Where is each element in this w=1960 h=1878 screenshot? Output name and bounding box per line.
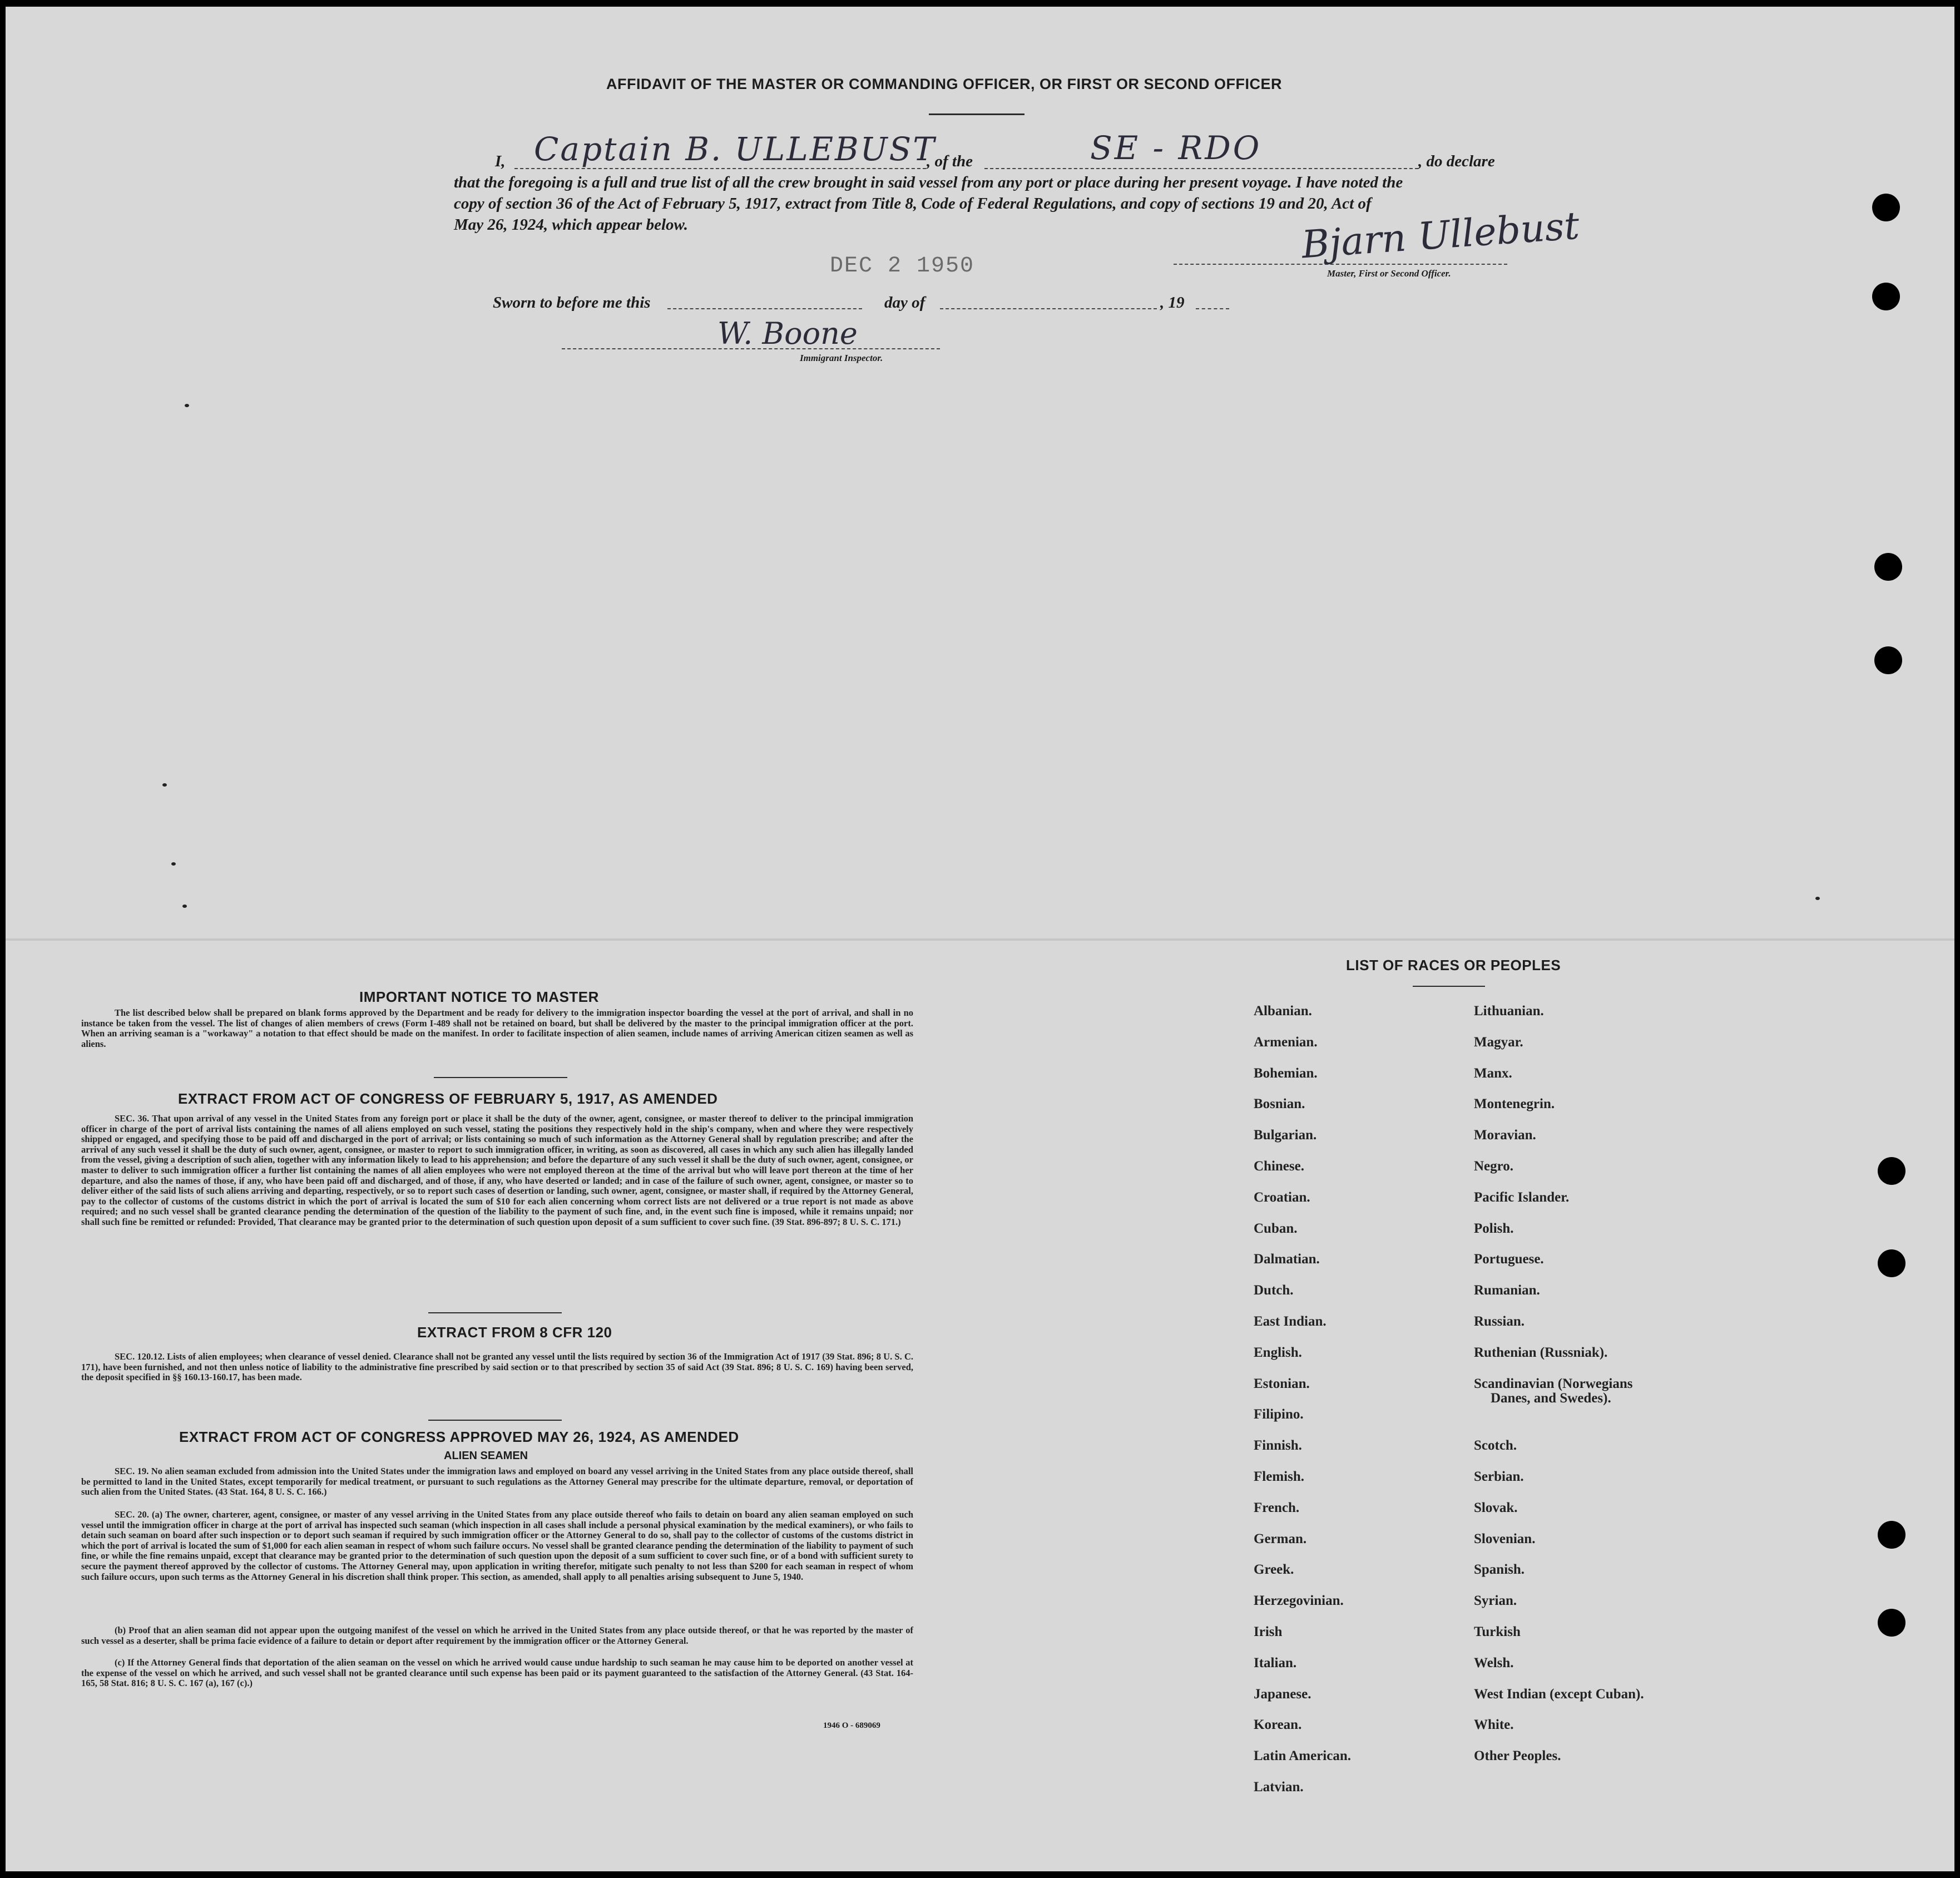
master-signature: Bjarn Ullebust [1300,204,1581,268]
punch-hole [1878,1249,1905,1277]
race-item: Estonian. [1254,1376,1310,1391]
extract-cfr-body: SEC. 120.12. Lists of alien employees; when clearance of vessel denied. Clearance shall not be granted any vessel until the lists required by section 36 of the Immigration Act of 1917 (39 Stat. 896; 8 U. S. C. 171), have been furnished, and not then unless notice of liability to the administrative fine prescribed by said section or to that prescribed by section 35 of said Act (39 Stat. 896; 8 U. S. C. 169) having been served, the deposit specified in §§ 160.13-160.17, has been made. [81,1351,913,1383]
race-item: Spanish. [1474,1562,1525,1578]
race-item: Scandinavian (Norwegians [1474,1376,1633,1391]
race-item: East Indian. [1254,1314,1327,1329]
race-item: Herzegovinian. [1254,1593,1344,1609]
print-code: 1946 O - 689069 [823,1721,880,1730]
extract-1917-title: EXTRACT FROM ACT OF CONGRESS OF FEBRUARY 5, 1917, AS AMENDED [178,1090,718,1107]
notice-rule [434,1077,567,1078]
inspector-signature: W. Boone [717,316,858,351]
race-item: Montenegrin. [1474,1096,1555,1112]
sec-20a-body: SEC. 20. (a) The owner, charterer, agent, consignee, or master of any vessel arriving in the United States from any place outside thereof who fails to detain on board any alien seaman employed on such vessel until the immigration officer in charge at the port of arrival has inspected such seaman (which inspection in all cases shall include a personal physical examination by the medical examiners), or who fails to detain such seaman on board after such inspection or to deport such seaman if required by such immigration officer or the Attorney General to do so, shall pay to the collector of customs of the customs district in which the port of arrival is located the sum of $1,000 for each alien seaman in respect of whom such failure occurs. No vessel shall be granted clearance pending the determination of the liability to payment of such fine, or while the fine remains unpaid, except that clearance may be granted prior to the determination of such question upon the deposit of a sum sufficient to cover such fine, or of a bond with sufficient surety to secure the payment thereof approved by the collector of customs. The Attorney General may, upon application in writing therefor, mitigate such penalty to not less than $200 for each seaman in respect of whom such failure occurs, upon such terms as the Attorney General in his discretion shall think proper. This section, as amended, shall apply to all penalties arising subsequent to June 5, 1940. [81,1509,913,1582]
race-item: Dalmatian. [1254,1252,1320,1267]
extract-cfr-title: EXTRACT FROM 8 CFR 120 [417,1324,612,1341]
race-item: Bulgarian. [1254,1128,1317,1143]
race-item: Pacific Islander. [1474,1189,1570,1205]
punch-hole [1874,646,1902,674]
date-received-stamp: DEC 2 1950 [830,254,975,279]
race-item: Irish [1254,1624,1283,1639]
race-item: Croatian. [1254,1189,1310,1205]
punch-hole [1872,283,1900,310]
race-item: German. [1254,1531,1307,1546]
race-item: Finnish. [1254,1438,1302,1454]
speck [162,783,167,787]
race-item: Slovenian. [1474,1531,1536,1546]
race-item: Albanian. [1254,1004,1312,1019]
race-item: Armenian. [1254,1034,1318,1050]
vessel-line [984,168,1418,169]
race-item: Greek. [1254,1562,1294,1578]
sworn-year-line [1196,308,1229,309]
race-item: Filipino. [1254,1407,1304,1422]
race-item: Polish. [1474,1220,1514,1236]
speck [185,404,189,407]
race-item: Bohemian. [1254,1065,1318,1081]
punch-hole [1872,194,1900,221]
race-item: Latin American. [1254,1748,1351,1764]
races-title: LIST OF RACES OR PEOPLES [1346,957,1561,973]
punch-hole [1878,1157,1905,1185]
race-item: Manx. [1474,1065,1512,1081]
race-item: Japanese. [1254,1686,1311,1702]
race-item: Lithuanian. [1474,1004,1544,1019]
alien-seamen-subtitle: ALIEN SEAMEN [444,1450,528,1462]
race-item: Serbian. [1474,1469,1524,1484]
race-item: Rumanian. [1474,1283,1540,1298]
race-item: Welsh. [1474,1655,1514,1671]
race-item: Negro. [1474,1159,1514,1174]
do-declare-label: , do declare [1418,152,1495,170]
affidavit-line-2: that the foregoing is a full and true list of all the crew brought in said vessel from any port or place during her present voyage. I have noted the [454,174,1403,191]
vessel-name-handwritten: SE - RDO [1090,129,1262,167]
master-caption: Master, First or Second Officer. [1327,268,1451,279]
extract-1924-title: EXTRACT FROM ACT OF CONGRESS APPROVED MAY 26, 1924, AS AMENDED [179,1429,739,1445]
punch-hole [1878,1609,1905,1637]
race-item: Turkish [1474,1624,1521,1639]
affidavit-line-3: copy of section 36 of the Act of February 5, 1917, extract from Title 8, Code of Federal Regulations, and copy of sections 19 and 20, Act of [454,195,1372,212]
affidavit-i-label: I, [495,152,506,170]
document-page [6,7,1954,1871]
race-item: Chinese. [1254,1159,1304,1174]
punch-hole [1878,1521,1905,1549]
race-item: Portuguese. [1474,1252,1544,1267]
race-item: Danes, and Swedes). [1491,1390,1611,1406]
race-item: Italian. [1254,1655,1297,1671]
race-item: Bosnian. [1254,1096,1305,1112]
sworn-label: Sworn to before me this [493,294,651,312]
extract-cfr-rule [428,1420,562,1421]
day-of-label: day of [884,294,925,312]
title-rule [929,113,1024,115]
sworn-month-line [940,308,1157,309]
name-line [514,168,926,169]
sec-20c-body: (c) If the Attorney General finds that deportation of the alien seaman on the vessel on which he arrived would cause undue hardship to such seaman he may cause him to be deported on another vessel at the expense of the vessel on which he arrived, and such vessel shall not be granted clearance until such expense has been paid or its payment guaranteed to the satisfaction of the Attorney General. (43 Stat. 164-165, 58 Stat. 816; 8 U. S. C. 167 (a), 167 (c).) [81,1657,913,1689]
race-item: French. [1254,1500,1300,1515]
race-item: White. [1474,1717,1514,1733]
notice-body: The list described below shall be prepared on blank forms approved by the Department and be ready for delivery to the immigration inspector boarding the vessel at the port of arrival, and shall in no instance be taken from the vessel. The list of changes of alien members of crews (Form I-489 shall not be retained on board, but shall be delivered by the master to the principal immigration officer at the port. When an arriving seaman is a "workaway" a notation to that effect should be made on the manifest. In order to facilitate inspection of alien seamen, include names of arriving American citizen seamen as well as aliens. [81,1007,913,1049]
race-item: Russian. [1474,1314,1525,1329]
extract-1917-rule [428,1312,562,1313]
of-the-label: , of the [927,152,973,170]
race-item: Magyar. [1474,1034,1523,1050]
sec-19-body: SEC. 19. No alien seaman excluded from admission into the United States under the immigration laws and employed on board any vessel arriving in the United States from any place outside thereof, shall be permitted to land in the United States, except temporarily for medical treatment, or pursuant to such regulations as the Attorney General may prescribe for the ultimate departure, removal, or deportation of such alien from the United States. (43 Stat. 164, 8 U. S. C. 166.) [81,1466,913,1498]
speck [171,862,176,866]
race-item: Syrian. [1474,1593,1517,1609]
speck [1815,897,1820,900]
inspector-caption: Immigrant Inspector. [800,353,883,363]
race-item: Latvian. [1254,1780,1304,1795]
races-rule [1413,986,1485,987]
race-item: Scotch. [1474,1438,1517,1454]
race-item: Other Peoples. [1474,1748,1561,1764]
notice-title: IMPORTANT NOTICE TO MASTER [359,989,599,1005]
race-item: Slovak. [1474,1500,1518,1515]
affidavit-title: AFFIDAVIT OF THE MASTER OR COMMANDING OFFICER, OR FIRST OR SECOND OFFICER [606,76,1282,92]
year-prefix-label: , 19 [1160,294,1185,312]
punch-hole [1874,553,1902,581]
race-item: Moravian. [1474,1128,1536,1143]
speck [182,905,187,908]
race-item: Korean. [1254,1717,1302,1733]
race-item: Flemish. [1254,1469,1304,1484]
sec-20b-body: (b) Proof that an alien seaman did not appear upon the outgoing manifest of the vessel on which he arrived in the United States from any place outside thereof, or that he was reported by the master of such vessel as a deserter, shall be prima facie evidence of a failure to detain or deport after requirement by the immigration officer or the Attorney General. [81,1625,913,1646]
sworn-day-line [667,308,862,309]
race-item: Ruthenian (Russniak). [1474,1345,1608,1360]
extract-1917-body: SEC. 36. That upon arrival of any vessel in the United States from any foreign port or place it shall be the duty of the owner, agent, consignee, or master thereof to deliver to the principal immigration officer in charge of the port of arrival lists containing the names of all aliens employed on such vessel, stating the positions they respectively hold in the ship's company, when and where they were respectively shipped or engaged, and specifying those to be paid off and discharged in the port of arrival; or lists containing so much of such information as the Attorney General shall by regulation prescribe; and after the arrival of any such vessel it shall be the duty of such owner, agent, consignee, or master to report to such immigration officer, in writing, as soon as discovered, all cases in which any such alien has illegally landed from the vessel, giving a description of such alien, together with any information likely to lead to his apprehension; and before the departure of any such vessel it shall be the duty of such owner, agent, consignee, or master to deliver to such immigration officer a further list containing the names of all alien employees who were not employed thereon at the time of the arrival but who will leave port thereon at the time of her departure, and also the names of those, if any, who have been paid off and discharged, and of those, if any, who have deserted or landed; and in case of the failure of such owner, agent, consignee, or master so to deliver either of the said lists of such aliens arriving and departing, respectively, or so to report such cases of desertion or landing, such owner, agent, consignee, or master shall, if required by the Attorney General, pay to the collector of customs of the customs district in which the port of arrival is located the sum of $10 for each alien concerning whom correct lists are not delivered or a true report is not made as above required; and no such vessel shall be granted clearance pending the determination of the question of the liability to the payment of such fine, and, in the event such fine is imposed, while it remains unpaid; nor shall such fine be remitted or refunded: Provided, That clearance may be granted prior to the determination of such question upon deposit of a sum sufficient to cover such fine. (39 Stat. 896-897; 8 U. S. C. 171.) [81,1113,913,1227]
master-name-handwritten: Captain B. ULLEBUST [534,130,936,168]
race-item: Dutch. [1254,1283,1294,1298]
race-item: English. [1254,1345,1302,1360]
race-item: West Indian (except Cuban). [1474,1686,1644,1702]
affidavit-line-4: May 26, 1924, which appear below. [454,216,689,234]
race-item: Cuban. [1254,1220,1298,1236]
page-fold [6,938,1954,941]
